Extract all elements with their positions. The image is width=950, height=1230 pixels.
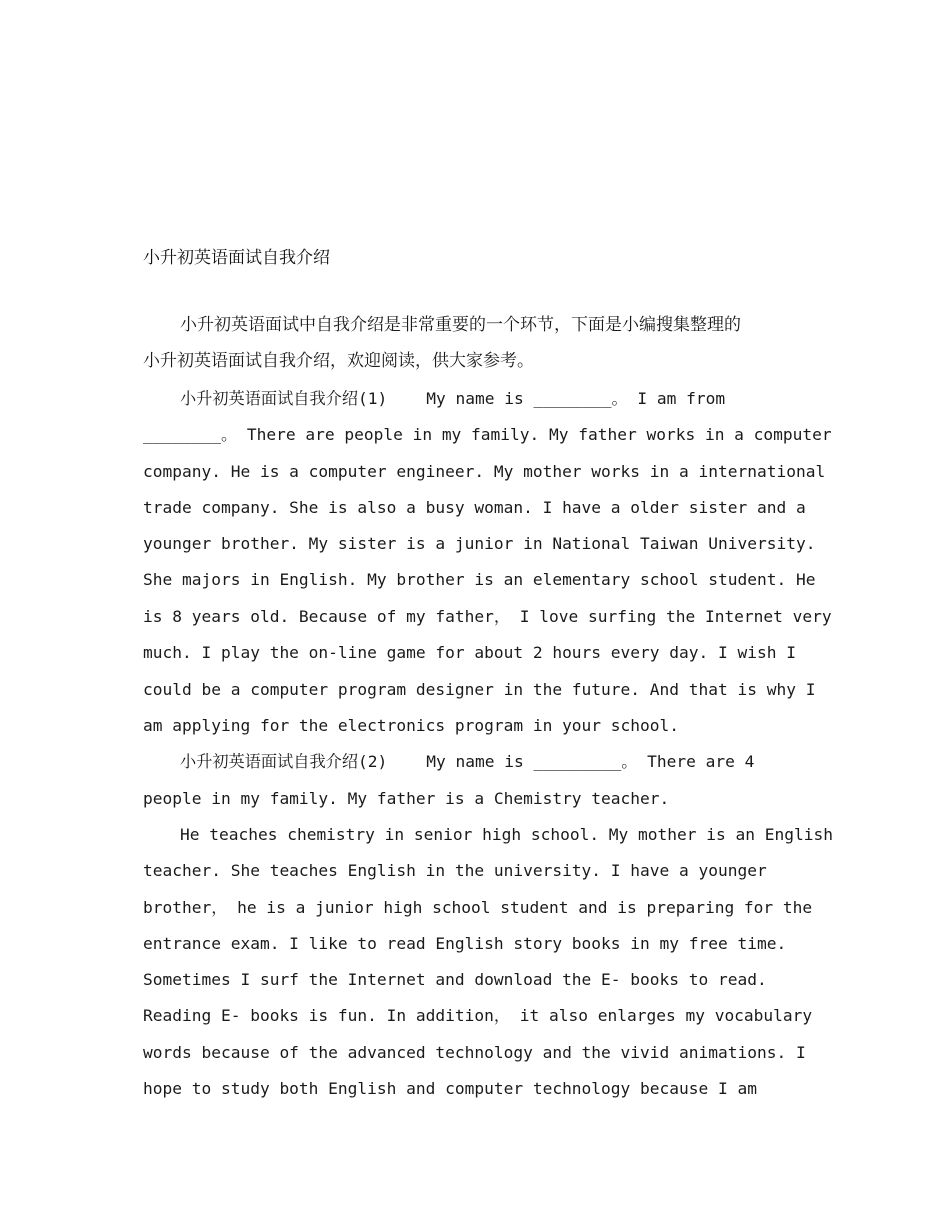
paragraph-line: younger brother. My sister is a junior in National Taiwan University. <box>143 534 816 553</box>
paragraph-line: trade company. She is also a busy woman. I have a older sister and a <box>143 498 806 517</box>
paragraph-line: am applying for the electronics program in your school. <box>143 716 680 735</box>
intro-line-2: 小升初英语面试自我介绍，欢迎阅读，供大家参考。 <box>143 351 534 371</box>
intro-line-1: 小升初英语面试中自我介绍是非常重要的一个环节，下面是小编搜集整理的 <box>180 315 741 335</box>
paragraph-line: could be a computer program designer in the future. And that is why I <box>143 680 816 699</box>
paragraph-line: She majors in English. My brother is an elementary school student. He <box>143 570 816 589</box>
paragraph-line: is 8 years old. Because of my father， I love surfing the Internet very <box>143 607 832 626</box>
document-title: 小升初英语面试自我介绍 <box>143 248 330 268</box>
section-1-heading-line: 小升初英语面试自我介绍(1) My name is ________。 I am from <box>180 389 726 408</box>
paragraph-line: He teaches chemistry in senior high school. My mother is an English <box>180 825 833 844</box>
paragraph-line: company. He is a computer engineer. My mother works in a international <box>143 462 826 481</box>
paragraph-line: hope to study both English and computer technology because I am <box>143 1079 757 1098</box>
paragraph-line: entrance exam. I like to read English story books in my free time. <box>143 934 787 953</box>
paragraph-line: Sometimes I surf the Internet and download the E- books to read. <box>143 970 767 989</box>
paragraph-line: teacher. She teaches English in the university. I have a younger <box>143 861 767 880</box>
paragraph-line: ________。 There are people in my family. My father works in a computer <box>143 425 832 444</box>
paragraph-line: much. I play the on-line game for about 2 hours every day. I wish I <box>143 643 796 662</box>
paragraph-line: people in my family. My father is a Chemistry teacher. <box>143 789 670 808</box>
section-2-heading-line: 小升初英语面试自我介绍(2) My name is _________。 There are 4 <box>180 752 755 771</box>
paragraph-line: words because of the advanced technology and the vivid animations. I <box>143 1043 806 1062</box>
paragraph-line: Reading E- books is fun. In addition， it also enlarges my vocabulary <box>143 1006 813 1025</box>
paragraph-line: brother， he is a junior high school student and is preparing for the <box>143 898 813 917</box>
